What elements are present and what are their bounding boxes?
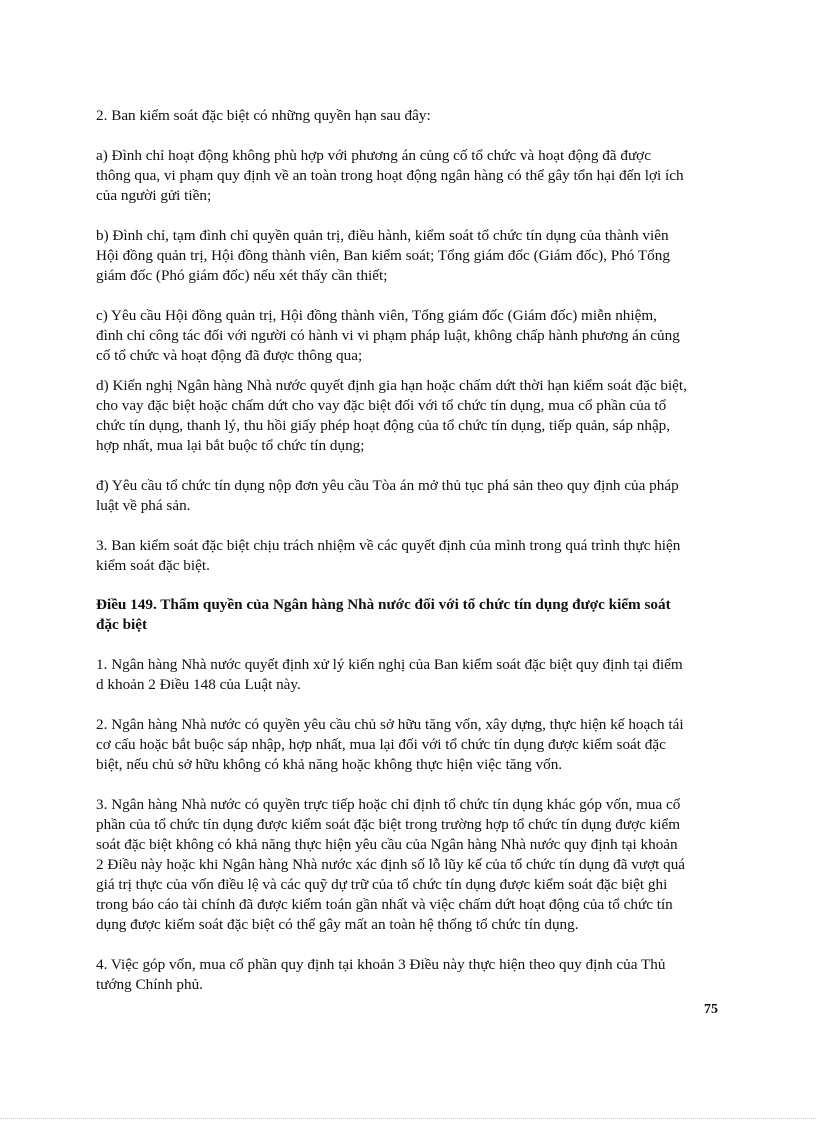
text-line: trong báo cáo tài chính đã được kiểm toán gần nhất và việc chấm dứt hoạt động của tổ chức tín [96,896,673,913]
text-line: thông qua, vi phạm quy định về an toàn trong hoạt động ngân hàng có thể gây tổn hại đến lợi ích [96,167,684,184]
text-line: tướng Chính phủ. [96,976,203,993]
paragraph [96,955,721,995]
paragraph [96,715,721,775]
text-line: cố tổ chức và hoạt động đã được thông qua; [96,347,363,364]
paragraph [96,146,721,206]
text-line: d khoản 2 Điều 148 của Luật này. [96,676,301,693]
page-number: 75 [704,1002,718,1017]
text-line: 1. Ngân hàng Nhà nước quyết định xử lý kiến nghị của Ban kiểm soát đặc biệt quy định tại điểm [96,656,683,673]
text-line: a) Đình chỉ hoạt động không phù hợp với phương án củng cố tổ chức và hoạt động đã được [96,147,651,164]
text-line: dụng được kiểm soát đặc biệt có thể gây mất an toàn hệ thống tổ chức tín dụng. [96,916,579,933]
paragraph [96,795,721,935]
text-line: hợp nhất, mua lại bắt buộc tổ chức tín dụng; [96,437,365,454]
text-line: 2 Điều này hoặc khi Ngân hàng Nhà nước xác định số lỗ lũy kế của tổ chức tín dụng đã vượt quá [96,856,686,873]
text-line: cho vay đặc biệt hoặc chấm dứt cho vay đặc biệt đối với tổ chức tín dụng, mua cổ phần của tổ [96,397,667,414]
text-line: c) Yêu cầu Hội đồng quản trị, Hội đồng thành viên, Tổng giám đốc (Giám đốc) miễn nhiệm, [96,307,657,324]
paragraph [96,655,721,695]
text-line: luật về phá sản. [96,497,191,514]
heading-line: Điều 149. Thẩm quyền của Ngân hàng Nhà nước đối với tổ chức tín dụng được kiểm soát [96,596,671,613]
text-line: chức tín dụng, thanh lý, thu hồi giấy phép hoạt động của tổ chức tín dụng, tiếp quản, sáp nhập, [96,417,671,434]
article-heading [96,595,721,635]
text-line: đ) Yêu cầu tổ chức tín dụng nộp đơn yêu cầu Tòa án mở thủ tục phá sản theo quy định của pháp [96,477,679,494]
text-line: 2. Ngân hàng Nhà nước có quyền yêu cầu chủ sở hữu tăng vốn, xây dựng, thực hiện kế hoạch tái [96,716,684,733]
text-line: 2. Ban kiểm soát đặc biệt có những quyền hạn sau đây: [96,107,431,124]
paragraph [96,376,721,456]
paragraph [96,306,721,366]
paragraph [96,106,721,126]
page-bottom-divider [0,1118,816,1119]
text-line: 3. Ngân hàng Nhà nước có quyền trực tiếp hoặc chỉ định tổ chức tín dụng khác góp vốn, mua cổ [96,796,681,813]
text-line: của người gửi tiền; [96,187,212,204]
paragraph [96,226,721,286]
paragraph [96,536,721,576]
text-line: d) Kiến nghị Ngân hàng Nhà nước quyết định gia hạn hoặc chấm dứt thời hạn kiểm soát đặc biệt, [96,377,687,394]
paragraph [96,476,721,516]
text-line: kiểm soát đặc biệt. [96,557,210,574]
text-line: giá trị thực của vốn điều lệ và các quỹ dự trữ của tổ chức tín dụng được kiểm soát đặc biệt ghi [96,876,668,893]
text-line: giám đốc (Phó giám đốc) nếu xét thấy cần thiết; [96,267,388,284]
text-line: đình chỉ công tác đối với người có hành vi vi phạm pháp luật, không chấp hành phương án củng [96,327,680,344]
text-line: 3. Ban kiểm soát đặc biệt chịu trách nhiệm về các quyết định của mình trong quá trình thực hiện [96,537,681,554]
text-line: soát đặc biệt không có khả năng thực hiện yêu cầu của Ngân hàng Nhà nước quy định tại khoản [96,836,678,853]
heading-line: đặc biệt [96,616,148,633]
text-line: Hội đồng quản trị, Hội đồng thành viên, Ban kiểm soát; Tổng giám đốc (Giám đốc), Phó Tổng [96,247,670,264]
text-line: cơ cấu hoặc bắt buộc sáp nhập, hợp nhất, mua lại đối với tổ chức tín dụng được kiểm soát đặc [96,736,666,753]
text-line: biệt, nếu chủ sở hữu không có khả năng hoặc không thực hiện việc tăng vốn. [96,756,563,773]
text-line: b) Đình chỉ, tạm đình chỉ quyền quản trị, điều hành, kiểm soát tổ chức tín dụng của thành viên [96,227,669,244]
text-line: 4. Việc góp vốn, mua cổ phần quy định tại khoản 3 Điều này thực hiện theo quy định của Thủ [96,956,666,973]
text-line: phần của tổ chức tín dụng được kiểm soát đặc biệt trong trường hợp tổ chức tín dụng được kiểm [96,816,681,833]
